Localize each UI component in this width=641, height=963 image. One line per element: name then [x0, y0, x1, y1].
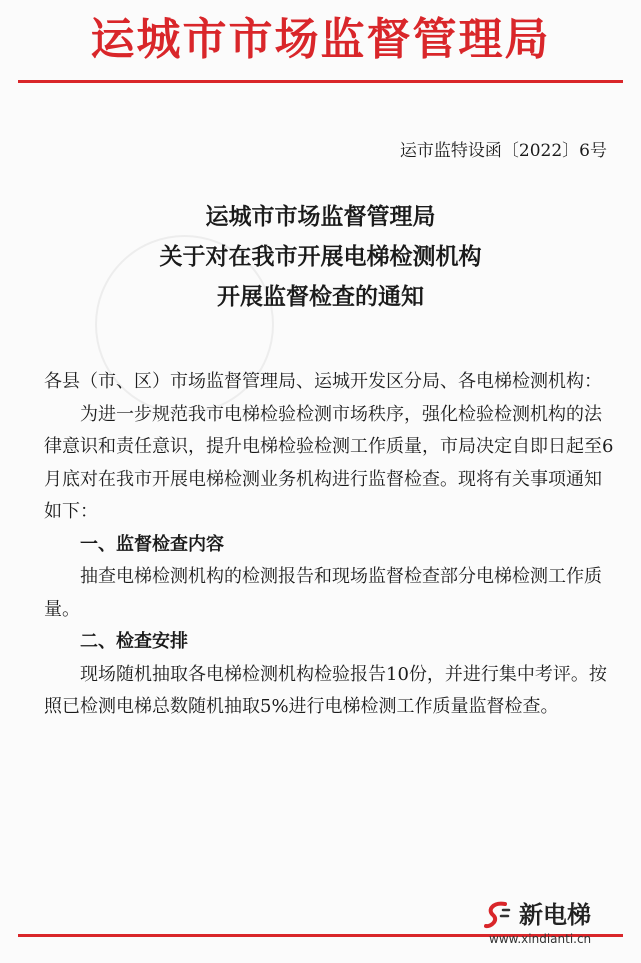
watermark-brand: 新电梯	[519, 901, 591, 929]
title-line-1: 运城市市场监督管理局	[205, 204, 436, 230]
title-line-3: 开展监督检查的通知	[217, 284, 424, 310]
section-heading-2: 二、检查安排	[80, 631, 188, 652]
header-divider	[18, 80, 623, 83]
document-body	[44, 366, 614, 724]
section-text-1: 抽查电梯检测机构的检测报告和现场监督检查部分电梯检测工作质量。	[44, 566, 602, 620]
title-line-2: 关于对在我市开展电梯检测机构	[159, 244, 482, 270]
site-watermark	[483, 900, 623, 950]
watermark-url: www.xindianti.cn	[489, 932, 592, 946]
xindianti-logo-icon	[483, 900, 513, 930]
document-number: 运市监特设函〔2022〕6号	[399, 141, 607, 161]
section-heading-1: 一、监督检查内容	[80, 533, 224, 555]
section-text-2: 现场随机抽取各电梯检测机构检验报告10份，并进行集中考评。按照已检测电梯总数随机抽取5%进行电梯检测工作质量监督检查。	[44, 663, 607, 717]
salutation: 各县（市、区）市场监督管理局、运城开发区分局、各电梯检测机构：	[44, 371, 602, 392]
agency-letterhead: 运城市市场监督管理局	[90, 14, 551, 65]
document-title	[0, 197, 641, 317]
intro-paragraph: 为进一步规范我市电梯检验检测市场秩序，强化检验检测机构的法律意识和责任意识，提升电梯检验检测工作质量，市局决定自即日起至6月底对在我市开展电梯检测业务机构进行监督检查。现将有关事项通知如下：	[44, 403, 614, 522]
